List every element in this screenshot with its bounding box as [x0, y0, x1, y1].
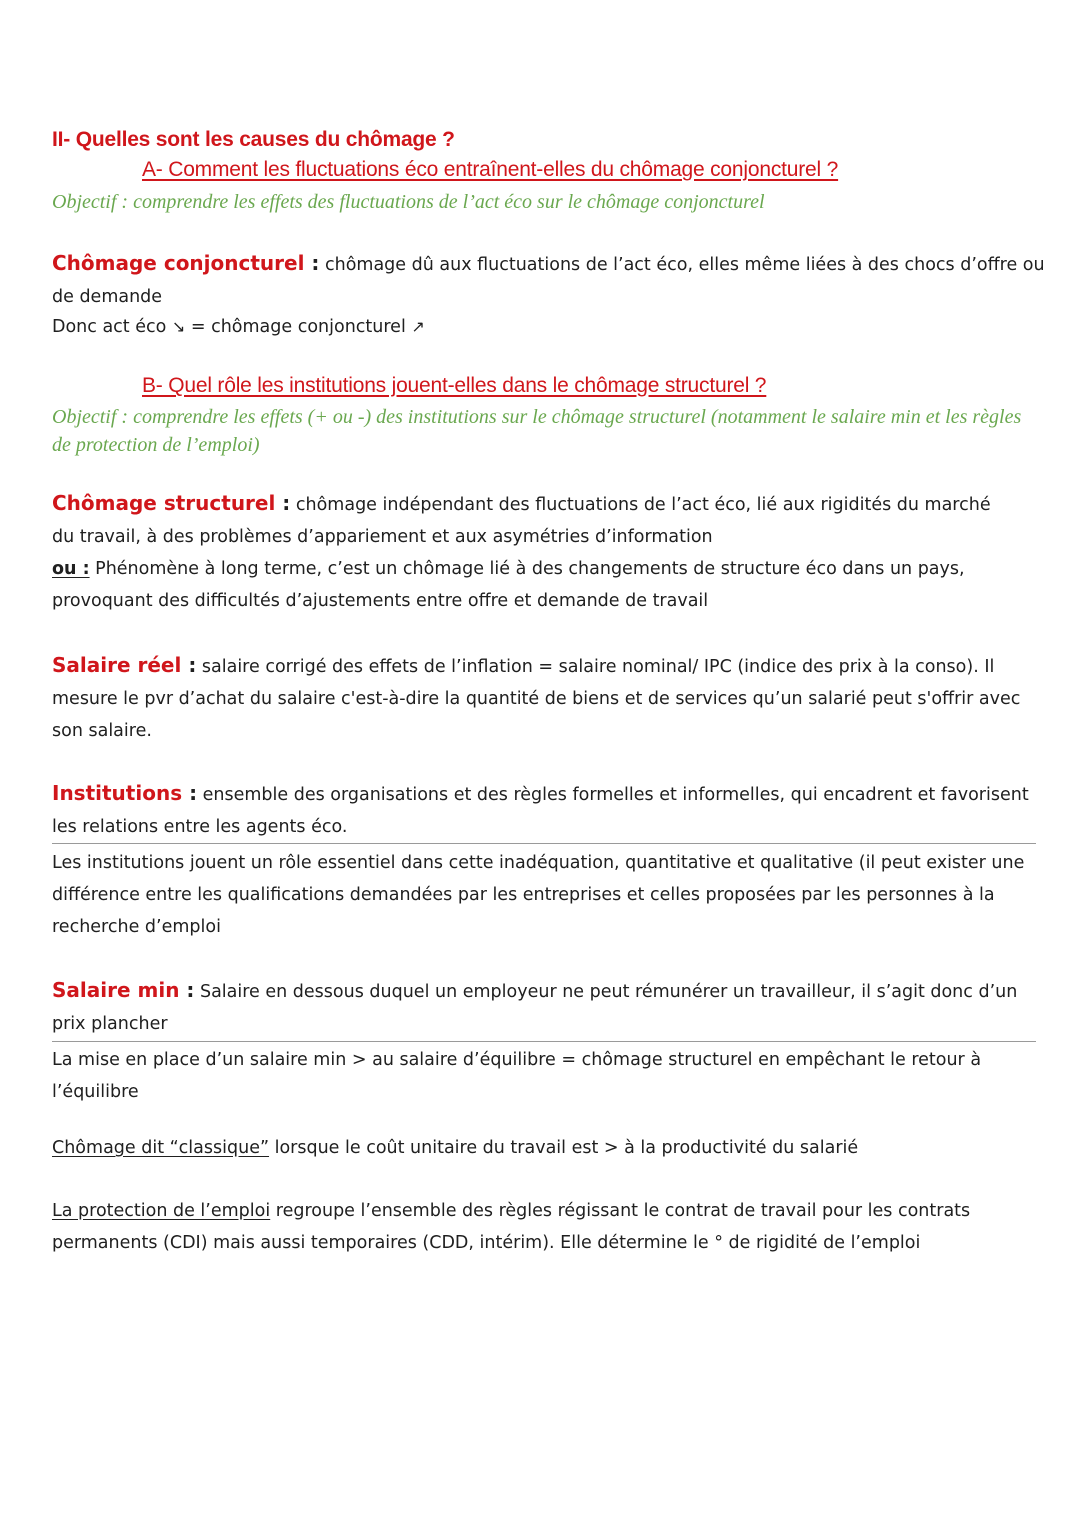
divider-line — [52, 1041, 1036, 1042]
definition-institutions — [52, 777, 1037, 843]
arrow-up-icon: ↗ — [411, 317, 425, 336]
term-institutions: Institutions — [52, 781, 183, 805]
definition-text: chômage indépendant des fluctuations de l’act éco, lié aux rigidités du marché du travail, à des problèmes d’appariement et aux asymétries d’information — [52, 495, 991, 547]
definition-salaire-reel — [52, 649, 1037, 747]
part-a-objective: Objectif : comprendre les effets des fluctuations de l’act éco sur le chômage conjoncturel — [52, 191, 765, 213]
chomage-classique — [52, 1132, 1052, 1164]
term-chomage-structurel: Chômage structurel — [52, 491, 276, 515]
note-institutions: Les institutions jouent un rôle essentiel dans cette inadéquation, quantitative et qualitative (il peut exister une différence entre les qualifications demandées par les entreprises et celles proposées par les personnes à la recherche d’emploi — [52, 853, 1025, 937]
definition-text: chômage dû aux fluctuations de l’act éco, elles même liées à des chocs d’offre ou de demande — [52, 255, 1045, 307]
classique-text: lorsque le coût unitaire du travail est > à la productivité du salarié — [269, 1138, 859, 1158]
consequence-text-a: Donc act éco — [52, 317, 172, 337]
consequence-conjoncturel — [52, 311, 1052, 343]
term-salaire-min: Salaire min — [52, 978, 180, 1002]
term-colon: : — [275, 491, 291, 515]
part-b-objective: Objectif : comprendre les effets (+ ou -) des institutions sur le chômage structurel (notamment le salaire min et les règles de protection de l’emploi) — [52, 406, 1022, 456]
alt-definition-text: Phénomène à long terme, c’est un chômage lié à des changements de structure éco dans un pays, provoquant des difficultés d’ajustements entre offre et demande de travail — [52, 559, 965, 611]
term-chomage-conjoncturel: Chômage conjoncturel — [52, 251, 305, 275]
protection-emploi — [52, 1195, 1002, 1259]
term-colon: : — [304, 251, 320, 275]
part-b-title: B- Quel rôle les institutions jouent-elles dans le chômage structurel ? — [142, 374, 767, 397]
protection-label: La protection de l’emploi — [52, 1201, 271, 1221]
definition-salaire-min — [52, 974, 1052, 1040]
term-colon: : — [182, 781, 198, 805]
divider-line — [52, 843, 1036, 844]
protection-text: regroupe l’ensemble des règles régissant le contrat de travail pour les contrats permanents (CDI) mais aussi temporaires (CDD, intérim). Elle détermine le ° de rigidité de l’emploi — [52, 1201, 971, 1253]
definition-conjoncturel — [52, 247, 1052, 313]
section-title: II- Quelles sont les causes du chômage ? — [52, 128, 455, 151]
definition-structurel — [52, 487, 1012, 553]
part-a-title: A- Comment les fluctuations éco entraînent-elles du chômage conjoncturel ? — [142, 158, 839, 181]
definition-text: ensemble des organisations et des règles formelles et informelles, qui encadrent et favorisent les relations entre les agents éco. — [52, 785, 1029, 837]
classique-label: Chômage dit “classique” — [52, 1138, 270, 1158]
definition-structurel-alt — [52, 553, 982, 617]
term-colon: : — [181, 653, 197, 677]
note-salaire-min: La mise en place d’un salaire min > au salaire d’équilibre = chômage structurel en empêchant le retour à l’équilibre — [52, 1050, 982, 1102]
arrow-down-icon: ↘ — [171, 317, 186, 336]
term-salaire-reel: Salaire réel — [52, 653, 182, 677]
definition-text: salaire corrigé des effets de l’inflation = salaire nominal/ IPC (indice des prix à la conso). Il mesure le pvr d’achat du salaire c'est-à-dire la quantité de biens et de services qu’un salarié peut s'offrir avec son salaire. — [52, 657, 1021, 741]
definition-text: Salaire en dessous duquel un employeur ne peut rémunérer un travailleur, il s’agit donc d’un prix plancher — [52, 982, 1018, 1034]
consequence-text-b: = chômage conjoncturel — [185, 317, 412, 337]
alt-label: ou : — [52, 559, 90, 579]
term-colon: : — [179, 978, 195, 1002]
